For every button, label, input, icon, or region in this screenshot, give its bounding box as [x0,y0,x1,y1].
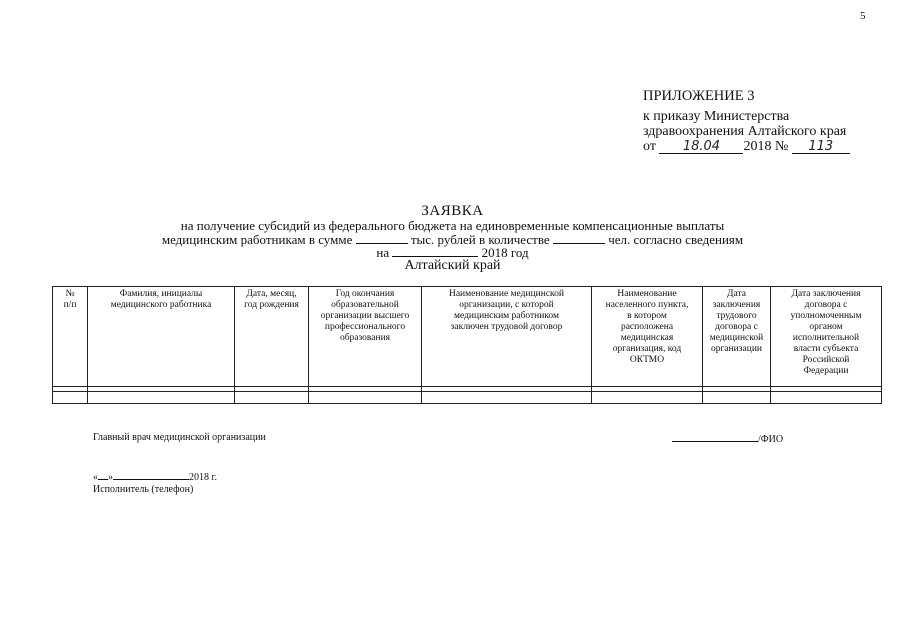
page-number: 5 [860,10,866,22]
sum-label: медицинским работникам в сумме [161,232,353,247]
col-header: Фамилия, инициалы медицинского работника [88,287,235,387]
table-row [53,392,882,404]
region-name: Алтайский край [404,258,501,273]
col-header: Дата, месяц, год рождения [235,287,309,387]
appendix-line-1: к приказу Министерства [643,109,790,124]
handwritten-order-number: 113 [792,140,850,154]
table-header-row [53,287,882,387]
count-label: тыс. рублей в количестве [410,232,550,247]
col-header: Дата заключения договора с уполномоченным органом исполнительной власти субъекта Российской Федерации [771,287,882,387]
col-header: Дата заключения трудового договора с медицинской организации [703,287,771,387]
appendix-block [643,89,850,154]
appendix-date-line [643,139,850,154]
fio-field [672,432,783,445]
year-label: 2018 год [481,245,529,260]
according-label: чел. согласно сведениям [608,232,744,247]
count-blank [553,233,605,244]
date-prefix: от [643,139,656,154]
col-header: Наименование населенного пункта, в котором расположена медицинская организация, код ОКТМО [592,287,703,387]
heading-line-2 [0,233,905,246]
appendix-line-2: здравоохранения Алтайского края [643,124,847,139]
handwritten-date: 18.04 [659,140,743,154]
year-number-label: 2018 № [743,139,789,154]
heading-line-1: на получение субсидий из федерального бюджета на единовременные компенсационные выплаты [180,218,725,233]
data-table [52,286,882,404]
signature-blank [672,432,758,442]
col-header: Наименование медицинской организации, с которой медицинским работником заключен трудовой договор [422,287,592,387]
executor-label: Исполнитель (телефон) [93,484,194,495]
footer-date: « » 2018 г. [93,472,217,483]
document-title: ЗАЯВКА [421,203,484,219]
on-label: на [376,245,390,260]
month-blank [113,470,189,480]
signer-label: Главный врач медицинской организации [93,432,266,443]
fio-label: /ФИО [758,434,784,445]
sum-blank [356,233,408,244]
col-header: Год окончания образовательной организации высшего профессионального образования [309,287,422,387]
date-blank [392,246,478,257]
appendix-title: ПРИЛОЖЕНИЕ 3 [643,88,755,104]
col-header: № п/п [53,287,88,387]
